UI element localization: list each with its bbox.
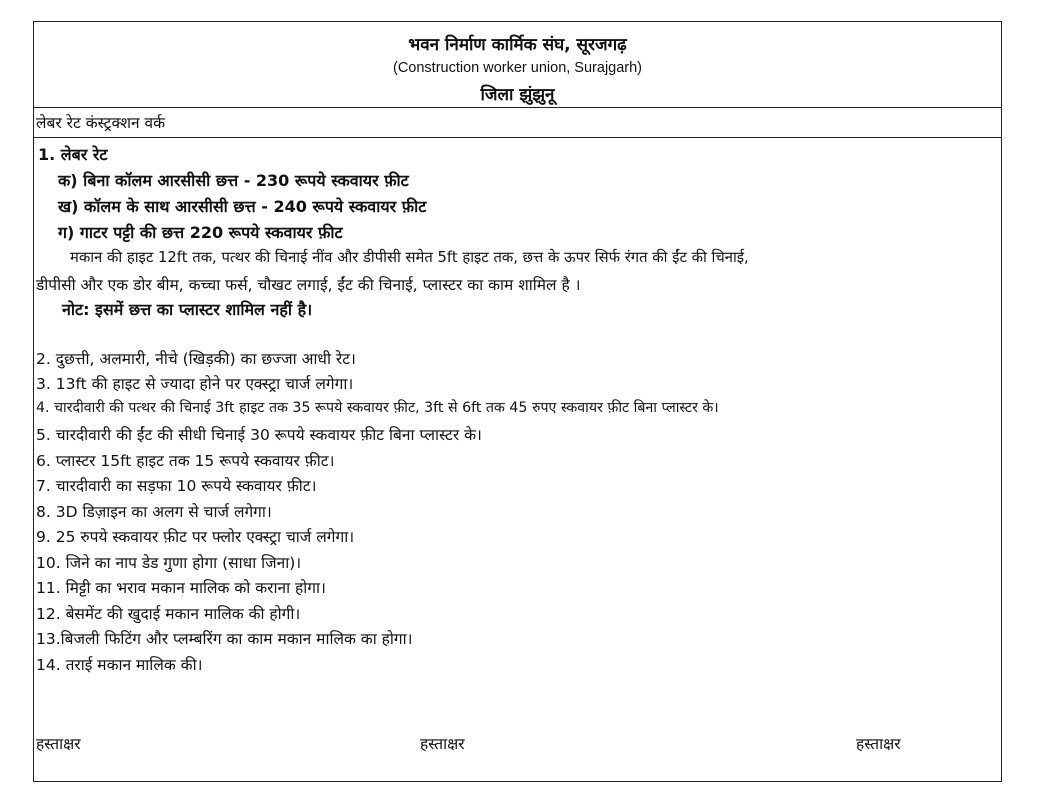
union-title: भवन निर्माण कार्मिक संघ, सूरजगढ़ (408, 35, 627, 55)
section1-heading: 1. लेबर रेट (38, 145, 108, 164)
rule-item: 5. चारदीवारी की ईंट की सीधी चिनाई 30 रूपये स्कवायर फ़ीट बिना प्लास्टर के। (36, 426, 482, 444)
description-line-2: डीपीसी और एक डोर बीम, कच्चा फर्स, चौखट लगाई, ईंट की चिनाई, प्लास्टर का काम शामिल है । (36, 276, 581, 294)
rule-item: 9. 25 रुपये स्कवायर फ़ीट पर फ्लोर एक्स्ट्रा चार्ज लगेगा। (36, 528, 355, 546)
district-name: जिला झुंझुनू (480, 85, 555, 105)
subheading: लेबर रेट कंस्ट्रक्शन वर्क (36, 114, 166, 132)
rule-item: 12. बेसमेंट की खुदाई मकान मालिक की होगी। (36, 605, 301, 623)
rate-item-a: क) बिना कॉलम आरसीसी छत्त - 230 रूपये स्कवायर फ़ीट (58, 171, 409, 190)
signature-left: हस्ताक्षर (36, 735, 81, 753)
rule-item: 2. दुछत्ती, अलमारी, नीचे (खिड़की) का छज्जा आधी रेट। (36, 350, 356, 368)
document-frame (33, 21, 1002, 782)
rule-item: 3. 13ft की हाइट से ज्यादा होने पर एक्स्ट्रा चार्ज लगेगा। (36, 375, 354, 393)
rate-item-c: ग) गाटर पट्टी की छत्त 220 रूपये स्कवायर फ़ीट (58, 223, 343, 242)
rule-item: 8. 3D डिज़ाइन का अलग से चार्ज लगेगा। (36, 503, 272, 521)
rule-item: 7. चारदीवारी का सड़फा 10 रूपये स्कवायर फ़ीट। (36, 477, 317, 495)
signature-right: हस्ताक्षर (856, 735, 901, 753)
rule-item: 4. चारदीवारी की पत्थर की चिनाई 3ft हाइट तक 35 रूपये स्कवायर फ़ीट, 3ft से 6ft तक 45 रुपए स्कवायर फ़ीट बिना प्लास्टर के। (36, 400, 719, 416)
signature-center: हस्ताक्षर (420, 735, 465, 753)
rule-item: 14. तराई मकान मालिक की। (36, 656, 203, 674)
subheading-row (34, 108, 1001, 138)
rule-item: 10. जिने का नाप डेड गुणा होगा (साधा जिना)। (36, 554, 302, 572)
description-line-1: मकान की हाइट 12ft तक, पत्थर की चिनाई नींव और डीपीसी समेत 5ft हाइट तक, छत्त के ऊपर सिर्फ रंगत की ईंट की चिनाई, (70, 249, 749, 266)
document-header (34, 22, 1001, 108)
rule-item: 11. मिट्टी का भराव मकान मालिक को कराना होगा। (36, 579, 326, 597)
note: नोट: इसमें छत्त का प्लास्टर शामिल नहीं है। (62, 300, 313, 319)
rate-item-b: ख) कॉलम के साथ आरसीसी छत्त - 240 रूपये स्कवायर फ़ीट (58, 197, 427, 216)
rule-item: 13.बिजली फिटिंग और प्लम्बरिंग का काम मकान मालिक का होगा। (36, 630, 413, 648)
rule-item: 6. प्लास्टर 15ft हाइट तक 15 रूपये स्कवायर फ़ीट। (36, 452, 335, 470)
union-subtitle: (Construction worker union, Surajgarh) (392, 60, 643, 76)
